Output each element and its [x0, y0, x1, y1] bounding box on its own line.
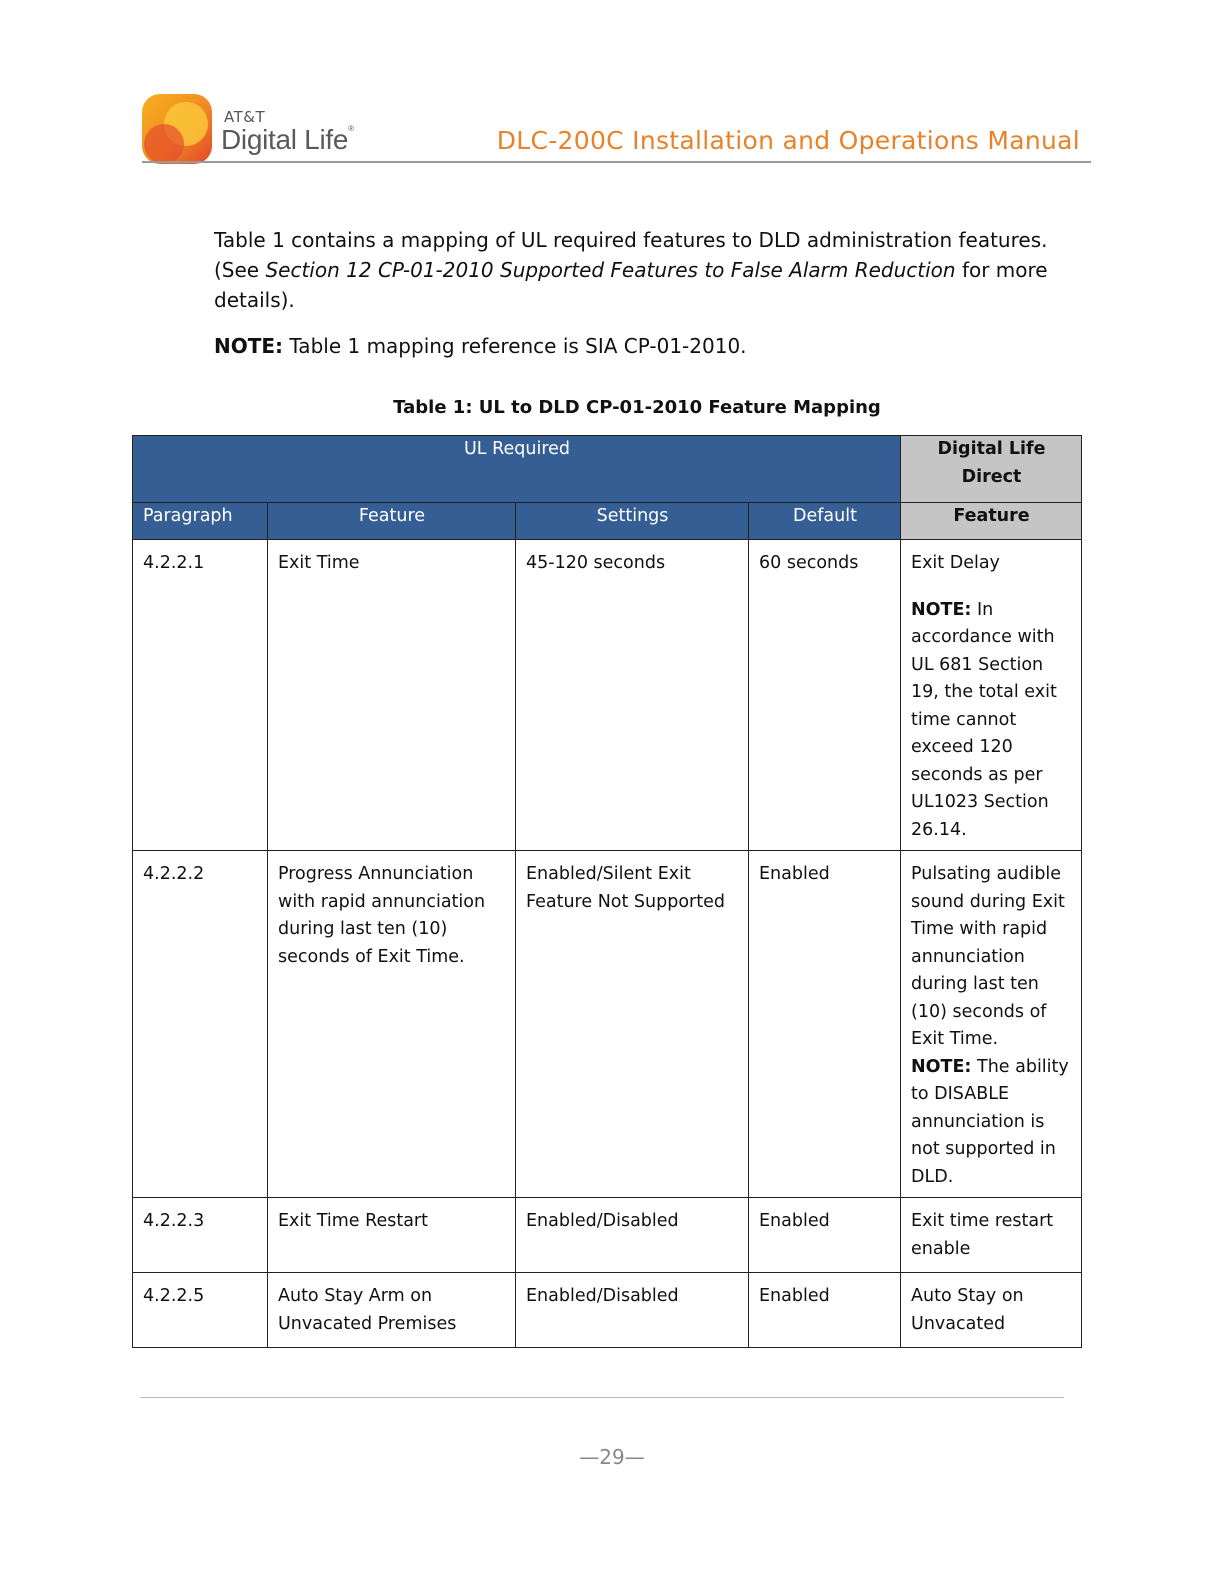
cell-default: Enabled [749, 1198, 901, 1273]
column-header-settings: Settings [516, 503, 749, 540]
cell-paragraph: 4.2.2.1 [133, 540, 268, 851]
document-title: DLC-200C Installation and Operations Manual [496, 126, 1080, 155]
section-reference: Section 12 CP-01-2010 Supported Features to False Alarm Reduction [265, 258, 956, 282]
page-number: —29— [579, 1445, 645, 1469]
registered-mark: ® [348, 124, 354, 133]
cell-note-text: The ability to DISABLE annunciation is not supported in DLD. [911, 1056, 1069, 1187]
feature-mapping-table [132, 435, 1082, 1348]
cell-dld-feature: Auto Stay on Unvacated [901, 1273, 1082, 1348]
column-header-feature: Feature [268, 503, 516, 540]
intro-paragraph: Table 1 contains a mapping of UL required features to DLD administration features. (See Section 12 CP-01-2010 Supported Features to False Alarm Reduction for more details). [214, 228, 1048, 312]
brand-digital-life-label: Digital Life® [221, 124, 354, 155]
cell-feature: Exit Time [268, 540, 516, 851]
mapping-note: NOTE: Table 1 mapping reference is SIA CP-01-2010. [214, 334, 747, 358]
note-label: NOTE: [214, 334, 284, 358]
cell-settings: 45-120 seconds [516, 540, 749, 851]
cell-feature: Exit Time Restart [268, 1198, 516, 1273]
cell-dld-feature: Exit time restart enable [901, 1198, 1082, 1273]
cell-dld-feature [901, 540, 1082, 851]
cell-settings: Enabled/Disabled [516, 1198, 749, 1273]
table-column-header-row [133, 503, 1082, 540]
cell-dld-feature [901, 851, 1082, 1198]
cell-note-label: NOTE: [911, 1056, 972, 1077]
cell-note-label: NOTE: [911, 599, 972, 620]
cell-note-text: In accordance with UL 681 Section 19, the total exit time cannot exceed 120 seconds as per UL1023 Section 26.14. [911, 599, 1057, 840]
table-row [133, 540, 1082, 851]
table-caption: Table 1: UL to DLD CP-01-2010 Feature Mapping [393, 397, 881, 418]
cell-default: 60 seconds [749, 540, 901, 851]
cell-default: Enabled [749, 1273, 901, 1348]
table-row [133, 1273, 1082, 1348]
header-divider [142, 161, 1091, 163]
cell-settings: Enabled/Silent Exit Feature Not Supported [516, 851, 749, 1198]
dld-feature-text: Pulsating audible sound during Exit Time with rapid annunciation during last ten (10) seconds of Exit Time. [911, 864, 1065, 1049]
table-group-header-row [133, 436, 1082, 503]
column-header-paragraph: Paragraph [133, 503, 268, 540]
cell-default: Enabled [749, 851, 901, 1198]
brand-att-label: AT&T [224, 108, 266, 126]
dld-feature-text: Exit Delay [911, 553, 1000, 573]
column-header-default: Default [749, 503, 901, 540]
cell-paragraph: 4.2.2.2 [133, 851, 268, 1198]
footer-divider [140, 1397, 1064, 1398]
cell-feature: Auto Stay Arm on Unvacated Premises [268, 1273, 516, 1348]
table-row [133, 1198, 1082, 1273]
table-row [133, 851, 1082, 1198]
att-digital-life-logo [142, 94, 212, 164]
cell-paragraph: 4.2.2.5 [133, 1273, 268, 1348]
cell-paragraph: 4.2.2.3 [133, 1198, 268, 1273]
column-header-dld-feature: Feature [901, 503, 1082, 540]
ul-required-header: UL Required [133, 436, 901, 503]
digital-life-direct-header: Digital Life Direct [901, 436, 1082, 503]
cell-feature: Progress Annunciation with rapid annunciation during last ten (10) seconds of Exit Time. [268, 851, 516, 1198]
cell-settings: Enabled/Disabled [516, 1273, 749, 1348]
